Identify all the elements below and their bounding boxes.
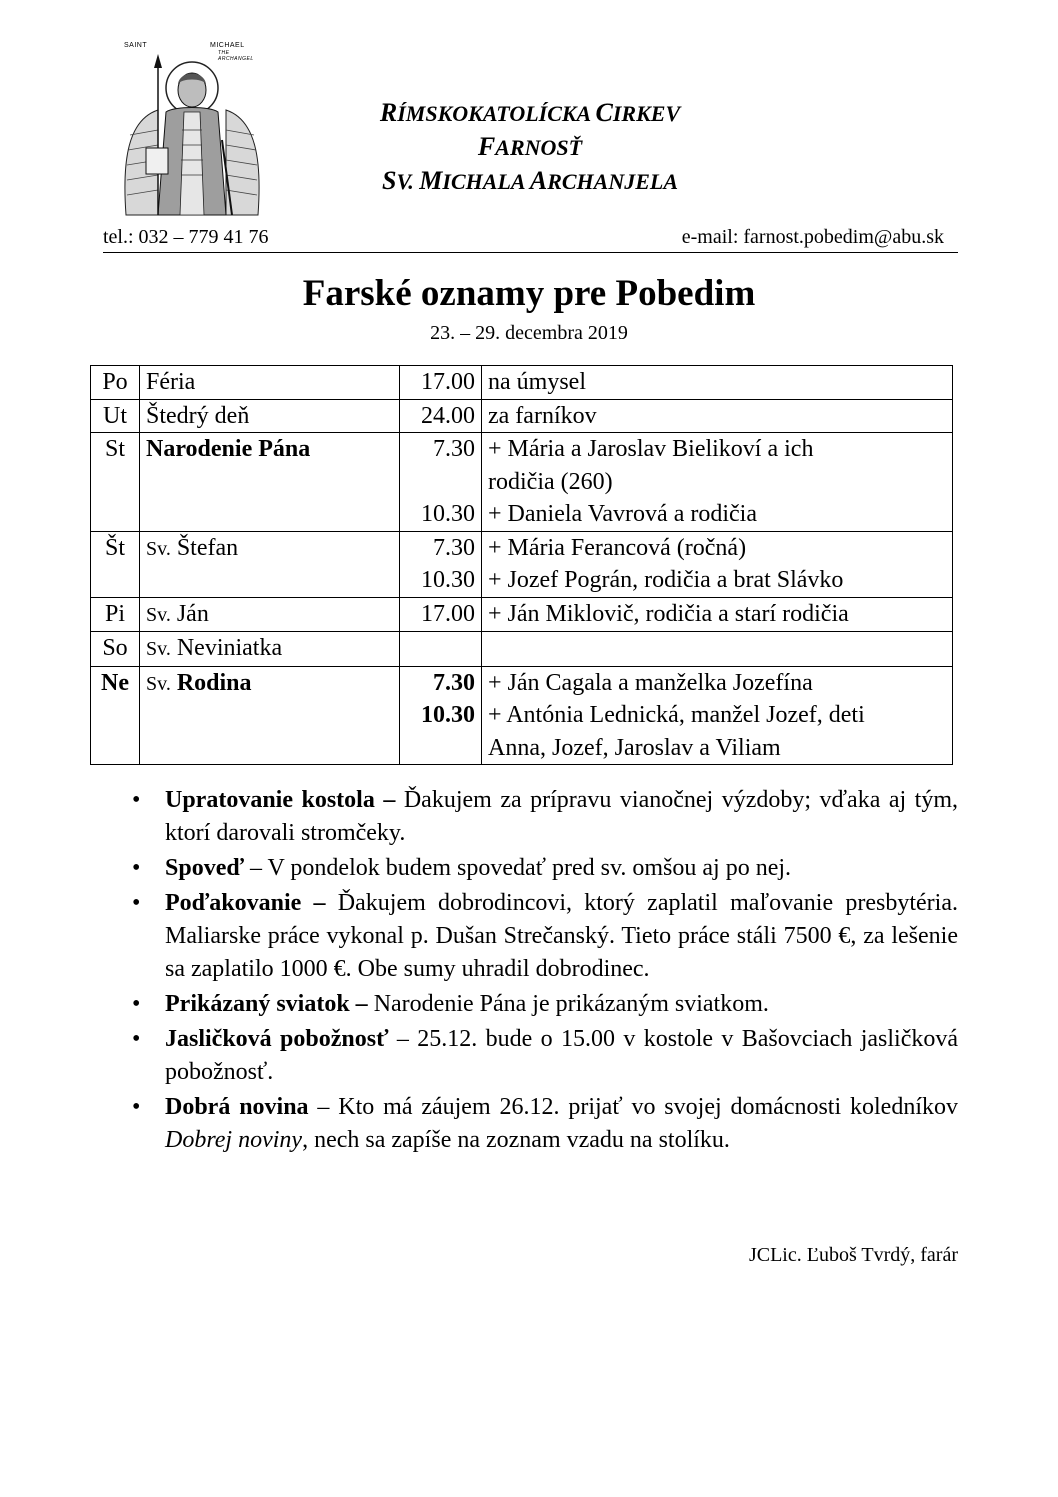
mass-time: 7.30: [433, 436, 475, 462]
church-line3-initial: S: [381, 166, 397, 195]
announcement-text: – Kto má záujem 26.12. prijať vo svojej domácnosti koledníkov: [308, 1094, 958, 1120]
church-name-line3: [310, 164, 750, 199]
page-title: Farské oznamy pre Pobedim: [302, 273, 756, 314]
feast-name: Ján: [170, 600, 209, 627]
time-cell: [400, 433, 482, 532]
church-line3-text3: RCHANJELA: [547, 169, 678, 194]
table-row: [91, 666, 953, 765]
table-row: [91, 531, 953, 597]
mass-intention: + Daniela Vavrová a rodičia: [488, 501, 757, 527]
announcement-heading: Spoveď: [165, 855, 244, 881]
mass-time: 7.30: [433, 534, 475, 561]
mass-time: 10.30: [421, 567, 475, 593]
feast-cell: [140, 597, 400, 632]
mass-time: 24.00: [421, 402, 475, 429]
mass-time: 7.30: [433, 669, 475, 696]
intention-cell: [482, 366, 953, 400]
bullet-icon: •: [132, 787, 141, 813]
church-line1-initial: R: [379, 98, 398, 127]
announcement-italic: Dobrej noviny: [165, 1127, 303, 1153]
church-line2-initial: F: [477, 132, 496, 161]
feast-name: Neviniatka: [170, 635, 283, 661]
church-line2-text: ARNOSŤ: [495, 135, 583, 160]
feast-name: Štedrý deň: [146, 402, 250, 429]
feast-cell: [140, 399, 400, 433]
seal-text-right: MICHAEL: [210, 42, 245, 49]
announcement-text: – V pondelok budem spovedať pred sv. omšou aj po nej.: [243, 855, 792, 881]
mass-time: 10.30: [421, 501, 475, 527]
list-item: [132, 784, 958, 850]
mass-intention: + Ján Miklovič, rodičia a starí rodičia: [488, 600, 849, 627]
announcement-text: – 25.12. bude o 15.00 v kostole v Bašovciach jasličková pobožnosť.: [165, 1026, 959, 1085]
mass-time-spacer: [406, 466, 475, 499]
bullet-icon: •: [132, 855, 141, 881]
feast-cell: [140, 666, 400, 765]
mass-intention: Anna, Jozef, Jaroslav a Viliam: [488, 734, 781, 761]
announcement-heading: Jasličková pobožnosť: [165, 1026, 389, 1052]
day-cell: Ne: [91, 666, 140, 765]
phone-number: tel.: 032 – 779 41 76: [103, 226, 269, 248]
saint-abbrev: Sv.: [146, 638, 171, 660]
saint-abbrev: Sv.: [146, 672, 171, 695]
seal-text-sub: THE ARCHANGEL: [218, 50, 254, 62]
feast-cell: [140, 433, 400, 532]
day-cell: Št: [91, 531, 140, 597]
mass-time: 17.00: [421, 600, 475, 627]
saint-abbrev: Sv.: [146, 537, 171, 560]
day-cell: Po: [91, 366, 140, 400]
mass-time: 10.30: [421, 702, 475, 728]
mass-intention: + Mária Ferancová (ročná): [488, 534, 747, 561]
saint-abbrev: Sv.: [146, 603, 171, 626]
list-item: [132, 988, 958, 1021]
list-item: [132, 1023, 958, 1089]
feast-name: Štefan: [170, 534, 239, 561]
mass-intention: + Ján Cagala a manželka Jozefína: [488, 669, 813, 696]
list-item: [132, 852, 958, 885]
bullet-icon: •: [132, 1026, 141, 1052]
mass-intention: + Mária a Jaroslav Bielikoví a ich: [488, 436, 814, 462]
mass-schedule-table: [90, 365, 953, 765]
mass-intention: [488, 632, 946, 665]
archangel-illustration: [118, 40, 266, 220]
church-line1-initial2: C: [595, 98, 613, 127]
bullet-icon: •: [132, 1094, 141, 1120]
day-cell: So: [91, 632, 140, 667]
time-cell: [400, 531, 482, 597]
seal-text-left: SAINT: [124, 42, 148, 49]
announcement-heading: Prikázaný sviatok –: [165, 991, 374, 1017]
list-item: [132, 1091, 958, 1157]
church-line3-initial3: A: [529, 166, 548, 195]
mass-time: [406, 632, 475, 665]
saint-michael-icon-image: [118, 40, 266, 220]
feast-name: Rodina: [170, 669, 252, 696]
mass-intention: na úmysel: [488, 369, 586, 395]
feast-name: Narodenie Pána: [146, 436, 311, 462]
mass-intention: za farníkov: [488, 402, 597, 429]
list-item: [132, 887, 958, 986]
intention-cell: [482, 597, 953, 632]
table-row: [91, 597, 953, 632]
church-line3-initial2: M: [419, 166, 443, 195]
announcement-text: Ďakujem za prípravu vianočnej výzdoby; vďaka aj tým, ktorí darovali stromčeky.: [165, 787, 959, 846]
day-cell: Ut: [91, 399, 140, 433]
intention-cell: [482, 666, 953, 765]
mass-time: 17.00: [421, 369, 475, 395]
intention-cell: [482, 399, 953, 433]
table-row: [91, 366, 953, 400]
table-row: [91, 399, 953, 433]
day-cell: Pi: [91, 597, 140, 632]
intention-cell: [482, 632, 953, 667]
church-line1-text: ÍMSKOKATOLÍCKA: [397, 101, 596, 126]
time-cell: [400, 399, 482, 433]
time-cell: [400, 666, 482, 765]
mass-intention: rodičia (260): [488, 468, 613, 495]
announcement-text: , nech sa zapíše na zoznam vzadu na stolíku.: [302, 1127, 730, 1153]
church-name-line2: [310, 130, 750, 165]
day-cell: St: [91, 433, 140, 532]
announcement-heading: Dobrá novina: [165, 1094, 309, 1120]
feast-name: Féria: [146, 369, 196, 395]
announcement-text: Ďakujem dobrodincovi, ktorý zaplatil maľovanie presbytéria. Maliarske práce vykonal p. Dušan Strečanský. Tieto práce stáli 7500 €, za lešenie sa zaplatilo 1000 €. Obe sumy uhradil dobrodinec.: [165, 890, 958, 982]
feast-cell: [140, 531, 400, 597]
church-line3-text2: ICHALA: [442, 169, 530, 194]
church-name-line1: [310, 96, 750, 131]
table-row: [91, 632, 953, 667]
bullet-icon: •: [132, 991, 141, 1017]
mass-intention: + Antónia Lednická, manžel Jozef, deti: [488, 702, 865, 728]
email-address: e-mail: farnost.pobedim@abu.sk: [681, 226, 944, 248]
bullet-icon: •: [132, 890, 141, 916]
time-cell: [400, 366, 482, 400]
announcements-list: [132, 784, 958, 1157]
church-line3-text: V.: [396, 169, 420, 194]
time-cell: [400, 597, 482, 632]
signature: JCLic. Ľuboš Tvrdý, farár: [748, 1244, 958, 1266]
contact-line: [103, 226, 958, 253]
intention-cell: [482, 531, 953, 597]
date-range: 23. – 29. decembra 2019: [430, 322, 628, 344]
time-cell: [400, 632, 482, 667]
mass-intention: + Jozef Pográn, rodičia a brat Slávko: [488, 567, 844, 593]
intention-cell: [482, 433, 953, 532]
announcement-heading: Upratovanie kostola –: [165, 787, 404, 813]
church-line1-text2: IRKEV: [612, 101, 681, 126]
announcement-text: Narodenie Pána je prikázaným sviatkom.: [373, 991, 769, 1017]
table-row: [91, 433, 953, 532]
announcement-heading: Poďakovanie –: [165, 890, 338, 916]
feast-cell: [140, 632, 400, 667]
feast-cell: [140, 366, 400, 400]
